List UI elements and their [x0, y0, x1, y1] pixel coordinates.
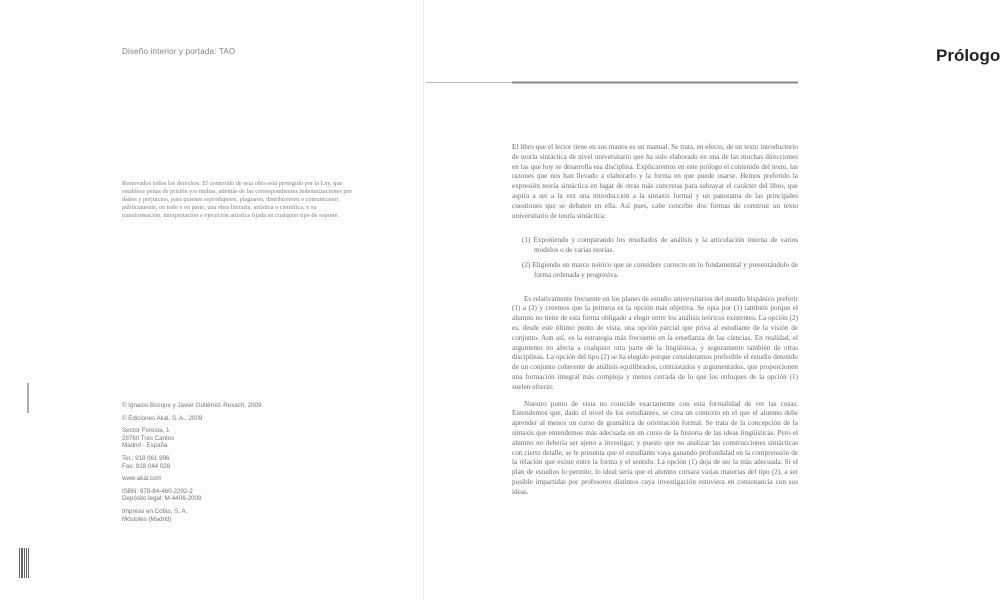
imprint-line: © Ediciones Akal, S. A., 2009	[122, 414, 203, 422]
paragraph: El libro que el lector tiene en sus manos es un manual. Se trata, en efecto, de un texto introductorio de teoría sintáctica de nivel universitario que ha sido elaborado en una de las muchas direcciones en las que hoy se desarrolla esa disciplina. Explicaremos en este prólogo el contenido del texto, las razones que nos han llevado a elaborarlo y la forma en que puede usarse. Hemos preferido la expresión teoría sintáctica en lugar de otras más concretas para subrayar el carácter del libro, que aspira a ser a la vez una introducción a la sintaxis formal y un panorama de las principales cuestiones que se debaten en ella. Así pues, cabe concebir dos formas de construir un texto universitario de teoría sintáctica:	[512, 143, 798, 220]
copyright-notice: Reservados todos los derechos. El contenido de esta obra está protegido por la Ley, que establece penas de prisión y/o multas, además de las correspondientes indemnizaciones por daños y perjuicios, para quienes reprodujeren, plagiaren, distribuyeren o comunicaren públicamente, en todo o en parte, una obra literaria, artística o científica, o su transformación, interpretación o ejecución artística fijada en cualquier tipo de soporte.	[122, 180, 352, 219]
imprint-line: © Ignacio Bosque y Javier Gutiérrez-Rexach, 2009	[122, 402, 262, 409]
imprint-line: Impreso en Cofás, S. A. Móstoles (Madrid)	[122, 507, 188, 523]
imprint-block	[122, 402, 354, 528]
imprint-line: Sector Foresta, 1 28760 Tres Cantos Madrid - España	[122, 427, 175, 450]
heading-rule	[426, 81, 798, 84]
margin-mark	[27, 383, 29, 413]
list-item: (2) Eligiendo un marco teórico que se considere correcto en lo fundamental y presentándolo de forma ordenada y progresiva.	[522, 260, 798, 279]
options-list	[512, 236, 798, 280]
barcode-icon	[18, 548, 30, 578]
list-item: (1) Exponiendo y comparando los resultados de análisis y la articulación interna de varios modelos o de varias teorías.	[522, 236, 798, 255]
imprint-line: www.akal.com	[122, 475, 162, 483]
paragraph: Es relativamente frecuente en los planes de estudio universitarios del mundo hispánico preferir (1) a (2) y creemos que la primera es la opción más objetiva. Se opta por (1) también porque el alumno no tiene de esta forma obligado a elegir entre los análisis teóricos existentes. La opción (2) es, desde este último punto de vista, una opción parcial que priva al estudiante de la visión de conjunto. Aun así, es la estrategia más frecuente en la enseñanza de las ciencias. En realidad, el argumento no afecta a cualquier otra parte de la lingüística, y seguramente también de otras disciplinas. La opción del tipo (2) se ha elegido porque consideramos preferible el estudio detenido de un conjunto coherente de análisis equilibrados, contrastados y argumentados, que proporcionen una formación integral más compleja y menos cerrada de lo que los enfoques de la opción (1) suelen ofrecer.	[512, 294, 798, 391]
left-page	[0, 0, 424, 600]
chapter-heading: Prólogo	[936, 46, 1000, 65]
prologue-body	[512, 143, 798, 505]
running-head: Diseño interior y portada: TAO	[122, 47, 236, 56]
imprint-line: ISBN: 978-84-460-2292-2 Depósito legal: M-4406-2009	[122, 487, 202, 503]
imprint-line: Tel.: 918 061 996 Fax: 918 044 028	[122, 454, 171, 470]
paragraph: Nuestro punto de vista no coincide exactamente con esta formalidad de ver las cosas. Entendemos que, dado el nivel de los estudiantes, se crea un contexto en el que el alumno debe aprender al menos un curso de gramática de orientación formal. Se trata de la concepción de la sintaxis que entendemos más adecuada en un curso de la historia de las ideas lingüísticas. Pero el alumno no debería ser ajeno a investigar, y puesto que no analizar las construcciones sintácticas con cierto detalle, se le presenta que el estudiante vaya ganando profundidad en la comprensión de la relación que existe entre la forma y el sentido. La opción (1) deja de ser la más adecuada. Si el plan de estudios lo permite, lo ideal sería que el alumno cursara varias materias del tipo (2), a ser posible impartidas por profesores distintos cuya investigación estuviera en consonancia con sus ideas.	[512, 399, 798, 496]
